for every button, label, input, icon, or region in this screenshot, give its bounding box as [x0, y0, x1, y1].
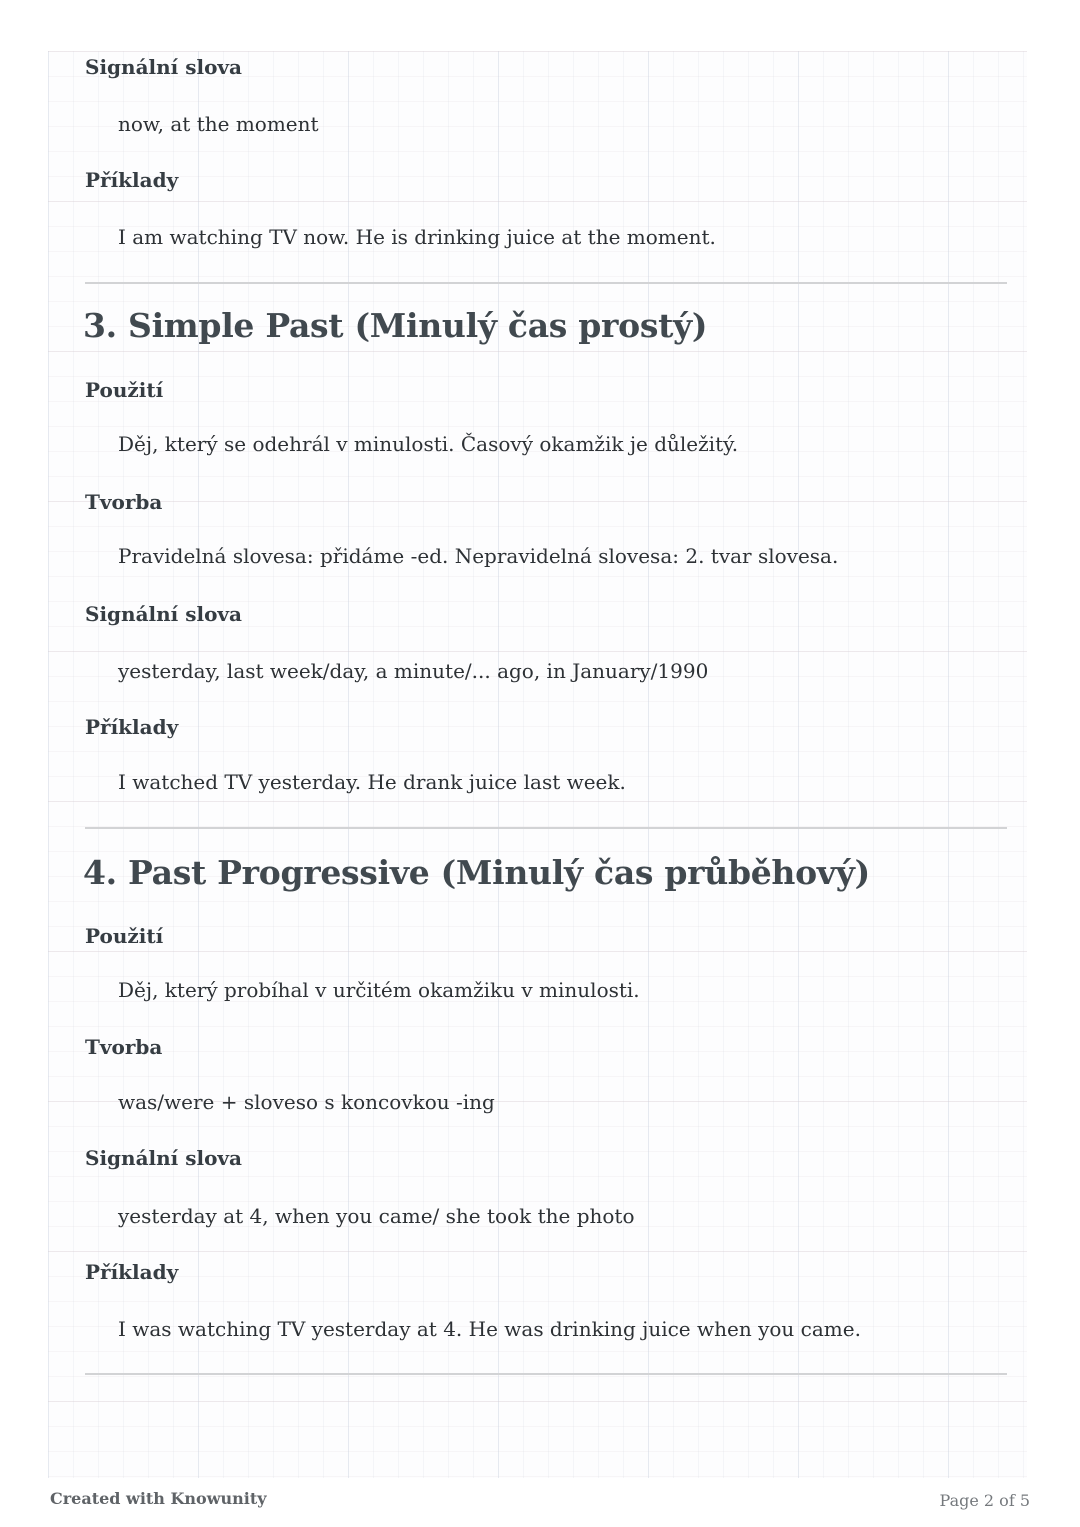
- section-heading: 3. Simple Past (Minulý čas prostý): [83, 306, 708, 345]
- notebook-grid-background: [48, 51, 1027, 1478]
- section-heading: 4. Past Progressive (Minulý čas průběhový): [83, 853, 870, 892]
- body-text: I watched TV yesterday. He drank juice last week.: [118, 770, 626, 794]
- section-label: Tvorba: [85, 490, 163, 514]
- body-text: I was watching TV yesterday at 4. He was drinking juice when you came.: [118, 1317, 861, 1341]
- body-text: I am watching TV now. He is drinking juice at the moment.: [118, 225, 716, 249]
- section-label: Příklady: [85, 1260, 179, 1284]
- body-text: Pravidelná slovesa: přidáme -ed. Nepravidelná slovesa: 2. tvar slovesa.: [118, 544, 839, 568]
- section-label: Signální slova: [85, 55, 243, 79]
- body-text: yesterday, last week/day, a minute/... ago, in January/1990: [118, 659, 709, 683]
- section-label: Signální slova: [85, 602, 243, 626]
- body-text: now, at the moment: [118, 112, 319, 136]
- body-text: was/were + sloveso s koncovkou -ing: [118, 1090, 495, 1114]
- section-divider: [85, 827, 1007, 829]
- section-label: Tvorba: [85, 1035, 163, 1059]
- body-text: Děj, který probíhal v určitém okamžiku v minulosti.: [118, 978, 640, 1002]
- section-label: Signální slova: [85, 1146, 243, 1170]
- section-divider: [85, 282, 1007, 284]
- section-divider: [85, 1373, 1007, 1375]
- body-text: Děj, který se odehrál v minulosti. Časový okamžik je důležitý.: [118, 432, 739, 456]
- section-label: Příklady: [85, 715, 179, 739]
- footer-page-number: Page 2 of 5: [939, 1491, 1030, 1510]
- section-label: Použití: [85, 924, 164, 948]
- section-label: Použití: [85, 378, 164, 402]
- section-label: Příklady: [85, 168, 179, 192]
- body-text: yesterday at 4, when you came/ she took the photo: [118, 1204, 635, 1228]
- footer-credit: Created with Knowunity: [50, 1489, 267, 1508]
